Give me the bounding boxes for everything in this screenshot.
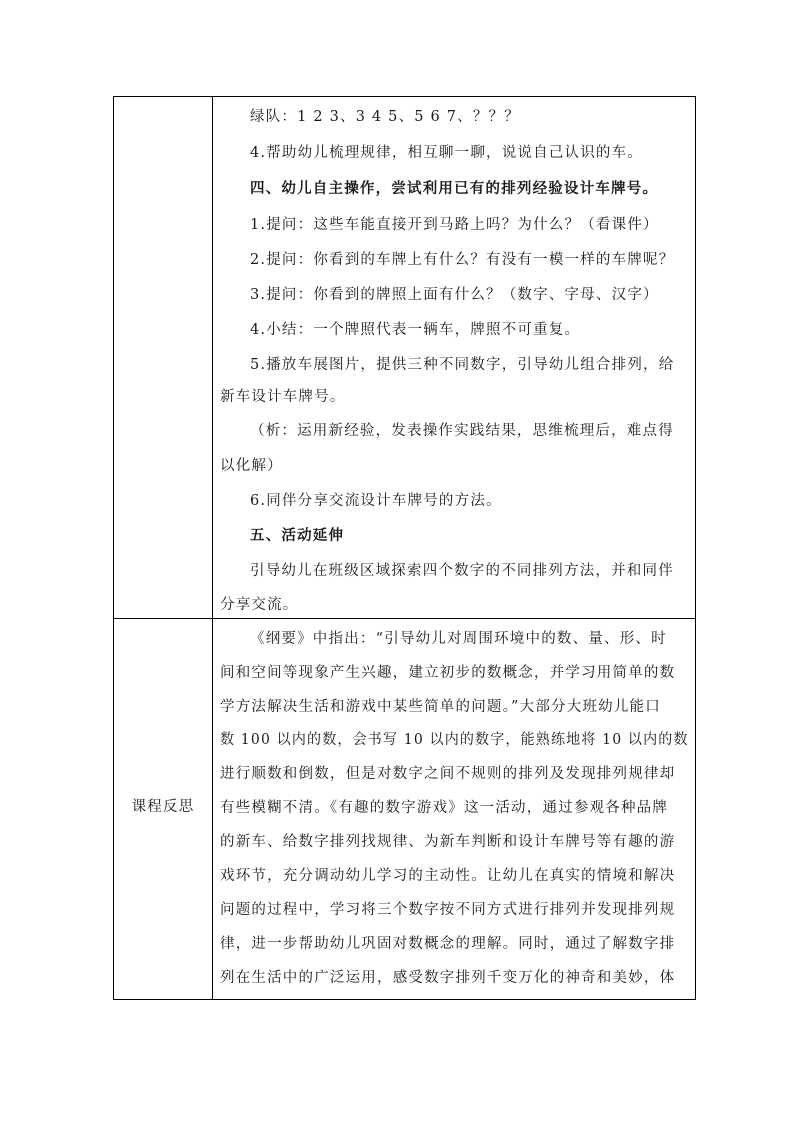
- row-divider: [114, 618, 695, 619]
- activity-line-step-5-cont: 新车设计车牌号。: [220, 389, 346, 405]
- reflection-line: 问题的过程中，学习将三个数字按不同方式进行排列并发现排列规: [220, 902, 676, 918]
- activity-line-step-5: 5.播放车展图片，提供三种不同数字，引导幼儿组合排列，给: [250, 357, 675, 373]
- activity-line-step-6: 6.同伴分享交流设计车牌号的方法。: [250, 493, 502, 509]
- activity-line-summary: 4.小结：一个牌照代表一辆车，牌照不可重复。: [250, 322, 581, 338]
- activity-line-q2: 2.提问：你看到的车牌上有什么？有没有一模一样的车牌呢？: [250, 252, 675, 268]
- activity-line-q3: 3.提问：你看到的牌照上面有什么？（数字、字母、汉字）: [250, 287, 659, 303]
- section-heading-5: 五、活动延伸: [250, 527, 345, 544]
- section-heading-4: 四、幼儿自主操作，尝试利用已有的排列经验设计车牌号。: [250, 180, 659, 197]
- activity-line-step-4: 4.帮助幼儿梳理规律，相互聊一聊，说说自己认识的车。: [250, 145, 644, 161]
- reflection-line: 有些模糊不清。《有趣的数字游戏》这一活动，通过参观各种品牌: [220, 800, 669, 816]
- lesson-plan-table: [113, 96, 696, 1000]
- reflection-line: 进行顺数和倒数，但是对数字之间不规则的排列及发现排列规律却: [220, 766, 676, 782]
- analysis-note-cont: 以化解）: [220, 458, 283, 474]
- reflection-line: 的新车、给数字排列找规律、为新车判断和设计车牌号等有趣的游: [220, 834, 676, 850]
- activity-line-q1: 1.提问：这些车能直接开到马路上吗？为什么？（看课件）: [250, 217, 659, 233]
- reflection-line: 戏环节，充分调动幼儿学习的主动性。让幼儿在真实的情境和解决: [220, 868, 676, 884]
- extension-line: 引导幼儿在班级区域探索四个数字的不同排列方法，并和同伴: [250, 563, 674, 579]
- analysis-note: （析：运用新经验，发表操作实践结果，思维梳理后，难点得: [250, 423, 674, 439]
- reflection-line: 学方法解决生活和游戏中某些简单的问题。”大部分大班幼儿能口: [220, 699, 661, 715]
- activity-line-green-team: 绿队：1 2 3、3 4 5、5 6 7、？？？: [250, 109, 520, 125]
- column-divider: [212, 97, 213, 999]
- reflection-line: 间和空间等现象产生兴趣，建立初步的数概念，并学习用简单的数: [220, 665, 676, 681]
- reflection-line: 列在生活中的广泛运用，感受数字排列千变万化的神奇和美妙，体: [220, 970, 676, 986]
- reflection-line: 数 100 以内的数，会书写 10 以内的数字，能熟练地将 10 以内的数: [220, 732, 689, 748]
- reflection-label: 课程反思: [131, 799, 195, 815]
- extension-line-cont: 分享交流。: [220, 597, 299, 613]
- reflection-line: 《纲要》中指出：“引导幼儿对周围环境中的数、量、形、时: [250, 631, 667, 647]
- reflection-line: 律，进一步帮助幼儿巩固对数概念的理解。同时，通过了解数字排: [220, 936, 676, 952]
